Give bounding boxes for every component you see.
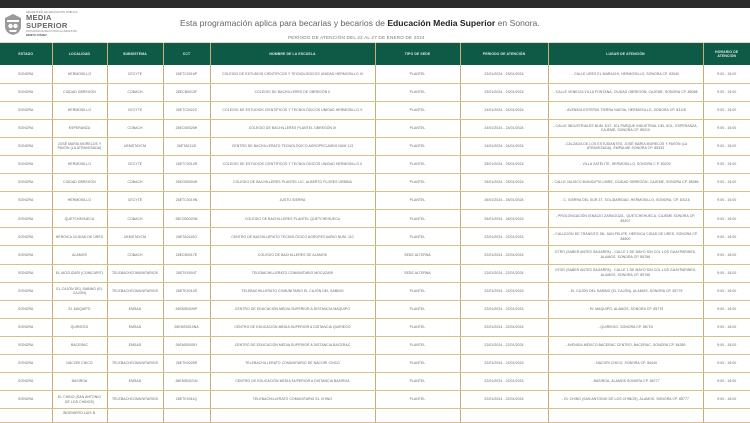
cell-estado: SONORA: [0, 336, 52, 354]
cell-subsistema: COBACH: [107, 119, 163, 137]
cell-tipo-sede: PLANTEL: [375, 391, 460, 409]
table-body: [0, 65, 750, 423]
cell-horario-atencion: 9:00 - 15:00: [703, 391, 750, 409]
cell-subsistema: [107, 409, 163, 423]
cell-subsistema: TELEBACHCOMUNITARIOS: [107, 355, 163, 373]
cell-estado: SONORA: [0, 300, 52, 318]
cell-estado: SONORA: [0, 155, 52, 173]
cell-nombre-escuela: COLEGIO DE ESTUDIOS CIENTÍFICOS Y TECNOLÓGICOS UNIDAD HERMOSILLO V: [210, 101, 375, 119]
cell-tipo-sede: PLANTEL: [375, 373, 460, 391]
attention-period: PERÍODO DE ATENCIÓN DEL 22 AL 27 DE ENERO DE 2024: [288, 35, 425, 40]
cell-localidad: HERMOSILLO: [52, 192, 107, 210]
cell-estado: [0, 409, 52, 423]
cell-tipo-sede: PLANTEL: [375, 119, 460, 137]
cell-subsistema: COBACH: [107, 174, 163, 192]
table-row: [0, 65, 750, 83]
cell-localidad: HEROICA CIUDAD DE URES: [52, 228, 107, 246]
table-row: [0, 318, 750, 336]
column-header-localidad: LOCALIDAD: [52, 43, 107, 65]
cell-localidad: EL MAQUIPO: [52, 300, 107, 318]
table-row-partial: [0, 409, 750, 423]
cell-horario-atencion: 9:00 - 15:00: [703, 300, 750, 318]
cell-periodo-atencion: 25/01/2024 - 25/01/2024: [460, 155, 548, 173]
cell-tipo-sede: [375, 409, 460, 423]
cell-nombre-escuela: CENTRO DE BACHILLERATO TECNOLÓGICO AGROPECUARIO NUM. 110: [210, 228, 375, 246]
cell-periodo-atencion: 25/01/2024 - 25/01/2024: [460, 174, 548, 192]
cell-nombre-escuela: COLEGIO DE BACHILLERES PLANTEL QUETCHEHUECA: [210, 210, 375, 228]
table-row: [0, 282, 750, 300]
table-row: [0, 155, 750, 173]
cell-estado: SONORA: [0, 101, 52, 119]
cell-estado: SONORA: [0, 264, 52, 282]
cell-periodo-atencion: 22/01/2024 - 22/01/2024: [460, 336, 548, 354]
cell-lugar-atencion: - CALLE JALISCO MUNICIPIO LIBRE, CIUDAD OBREGÓN, CAJEME, SONORA CP. 85080: [548, 174, 703, 192]
cell-estado: SONORA: [0, 119, 52, 137]
title-suffix: en Sonora.: [495, 18, 540, 28]
cell-localidad: NÁCORI CHICO: [52, 355, 107, 373]
cell-tipo-sede: PLANTEL: [375, 83, 460, 101]
cell-subsistema: TELEBACHCOMUNITARIOS: [107, 264, 163, 282]
cell-nombre-escuela: TELEBACHILLERATO COMUNITARIO MOCUZARI: [210, 264, 375, 282]
cell-tipo-sede: PLANTEL: [375, 192, 460, 210]
cell-periodo-atencion: [460, 409, 548, 423]
cell-subsistema: CECYTE: [107, 65, 163, 83]
cell-localidad: BACERAC: [52, 336, 107, 354]
cell-cct: 26ETA0113I: [163, 137, 210, 155]
column-header-periodo-atencion: PERIODO DE ATENCIÓN: [460, 43, 548, 65]
table-header-row: [0, 43, 750, 65]
cell-estado: SONORA: [0, 210, 52, 228]
cell-periodo-atencion: 22/01/2024 - 22/01/2024: [460, 246, 548, 264]
cell-lugar-atencion: OTRO (SABER ANTES SAGARPA) - CALLE 1 DE MAYO S/N COL LOS GUAYPARINES, ALAMOS, SONORA CP. 85766: [548, 246, 703, 264]
cell-lugar-atencion: - VILLA SATÉLITE, HERMOSILLO, SONORA C.P. 83200: [548, 155, 703, 173]
cell-lugar-atencion: - NÁCORI CHICO, SONORA CP. 84440: [548, 355, 703, 373]
cell-horario-atencion: 9:00 - 15:00: [703, 119, 750, 137]
cell-estado: SONORA: [0, 373, 52, 391]
cell-tipo-sede: PLANTEL: [375, 65, 460, 83]
cell-estado: SONORA: [0, 355, 52, 373]
cell-tipo-sede: PLANTEL: [375, 210, 460, 228]
title-bold: Educación Media Superior: [387, 18, 496, 28]
cell-periodo-atencion: 22/01/2024 - 22/01/2024: [460, 355, 548, 373]
cell-lugar-atencion: - CALLE URES EL MARACHI, HERMOSILLO, SONORA CP. 83040: [548, 65, 703, 83]
cell-nombre-escuela: CENTRO DE EDUCACIÓN MEDIA SUPERIOR A DISTANCIA BACERAC: [210, 336, 375, 354]
cell-nombre-escuela: COLEGIO DE BACHILLERES PLANTEL OBREGÓN III: [210, 119, 375, 137]
cell-horario-atencion: 9:00 - 15:00: [703, 83, 750, 101]
cell-cct: 26ETK0026R: [163, 355, 210, 373]
cell-estado: SONORA: [0, 174, 52, 192]
cell-lugar-atencion: - AVENIDA MÉXICO BACERAC CENTRO, BACERAC, SONORA CP. 84380: [548, 336, 703, 354]
cell-tipo-sede: PLANTEL: [375, 318, 460, 336]
cell-nombre-escuela: CENTRO DE EDUCACIÓN MEDIA SUPERIOR A DISTANCIA BASIROA: [210, 373, 375, 391]
cell-periodo-atencion: 22/01/2024 - 22/01/2024: [460, 318, 548, 336]
cell-horario-atencion: 9:00 - 15:00: [703, 155, 750, 173]
column-header-nombre-escuela: NOMBRE DE LA ESCUELA: [210, 43, 375, 65]
cell-periodo-atencion: 22/01/2024 - 22/01/2024: [460, 300, 548, 318]
media-superior-logo: [4, 10, 78, 40]
cell-localidad: BASIROA: [52, 373, 107, 391]
cell-lugar-atencion: - C. SIERRA DEL SUR 37, SOLIDARIDAD, HERMOSILLO, SONORA, CP. 83116: [548, 192, 703, 210]
cell-periodo-atencion: 26/01/2024 - 26/01/2024: [460, 192, 548, 210]
cell-nombre-escuela: TELEBACHILLERATO COMUNITARIO EL CAJÓN DEL SABINO: [210, 282, 375, 300]
cell-localidad: HERMOSILLO: [52, 101, 107, 119]
cell-subsistema: CECYTE: [107, 192, 163, 210]
cell-tipo-sede: PLANTEL: [375, 282, 460, 300]
cell-cct: 26ECB0020M: [163, 210, 210, 228]
column-header-horario-atencion: HORARIO DE ATENCIÓN: [703, 43, 750, 65]
cell-tipo-sede: PLANTEL: [375, 300, 460, 318]
cell-lugar-atencion: [548, 409, 703, 423]
cell-tipo-sede: PLANTEL: [375, 228, 460, 246]
cell-localidad: CIUDAD OBREGÓN: [52, 174, 107, 192]
shield-emblem-icon: [4, 12, 22, 36]
table-row: [0, 391, 750, 409]
cell-tipo-sede: PLANTEL: [375, 174, 460, 192]
cell-horario-atencion: 9:00 - 15:00: [703, 336, 750, 354]
cell-tipo-sede: PLANTEL: [375, 155, 460, 173]
cell-horario-atencion: 9:00 - 15:00: [703, 101, 750, 119]
cell-tipo-sede: PLANTEL: [375, 137, 460, 155]
column-header-cct: CCT: [163, 43, 210, 65]
cell-periodo-atencion: 22/01/2024 - 22/01/2024: [460, 373, 548, 391]
cell-estado: SONORA: [0, 246, 52, 264]
cell-subsistema: EMSAD: [107, 300, 163, 318]
cell-localidad: CIUDAD OBREGÓN: [52, 83, 107, 101]
cell-localidad: JOSÉ MARÍA MORELOS Y PAVÓN (LA ATRAVESADA): [52, 137, 107, 155]
cell-tipo-sede: SEDE ALTERNA: [375, 246, 460, 264]
cell-lugar-atencion: - CALLE INDUSTRIALES NUM. EXT. 301 PARQUE INDUSTRIAL DEL SOL, ESPERANZA, CAJEME, SONORA CP. 85210: [548, 119, 703, 137]
cell-nombre-escuela: COLEGIO DE BACHILLERES PLANTEL LIC. ALBERTO FLORES URBINA: [210, 174, 375, 192]
logo-sub1: PROGRAMA DE BECAS PARA EL BIENESTAR: [26, 30, 77, 33]
cell-lugar-atencion: - QUIRIEGO, SONORA CP. 85720: [548, 318, 703, 336]
cell-cct: 26ECB0017E: [163, 246, 210, 264]
cell-subsistema: TELEBACHCOMUNITARIOS: [107, 282, 163, 300]
cell-horario-atencion: 9:00 - 15:00: [703, 137, 750, 155]
top-bar: [0, 0, 750, 8]
cell-nombre-escuela: CENTRO DE BACHILLERATO TECNOLÓGICO AGROPECUARIO NUM 113: [210, 137, 375, 155]
cell-subsistema: COBACH: [107, 83, 163, 101]
cell-estado: SONORA: [0, 83, 52, 101]
cell-lugar-atencion: - EL CAJÓN DEL SABINO (EL CAJÓN), ALAMOS, SONORA CP. 85775: [548, 282, 703, 300]
cell-periodo-atencion: 22/01/2024 - 22/01/2024: [460, 391, 548, 409]
cell-horario-atencion: [703, 409, 750, 423]
cell-nombre-escuela: CENTRO DE EDUCACIÓN MEDIA SUPERIOR A DISTANCIA QUIRIEGO: [210, 318, 375, 336]
cell-periodo-atencion: 24/01/2024 - 24/01/2024: [460, 101, 548, 119]
cell-horario-atencion: 9:00 - 15:00: [703, 282, 750, 300]
table-row: [0, 355, 750, 373]
cell-nombre-escuela: COLEGIO DE ESTUDIOS CIENTÍFICOS Y TECNOLÓGICOS UNIDAD HERMOSILLO III: [210, 65, 375, 83]
table-row: [0, 210, 750, 228]
schedule-table: [0, 43, 750, 423]
logo-line2: SUPERIOR: [26, 21, 68, 30]
cell-periodo-atencion: 23/01/2024 - 23/01/2024: [460, 65, 548, 83]
cell-periodo-atencion: 24/01/2024 - 24/01/2024: [460, 119, 548, 137]
cell-tipo-sede: PLANTEL: [375, 355, 460, 373]
table-row: [0, 264, 750, 282]
cell-localidad: HERMOSILLO: [52, 65, 107, 83]
cell-lugar-atencion: OTOR (SABER ANTES SAGARPA) - CALLE 1 DE MAYO S/N COL LOS GUAYPARINES, ALAMOS, SONORA CP. 85766: [548, 264, 703, 282]
cell-localidad: EL MOCUZARI (CONICARIT): [52, 264, 107, 282]
cell-tipo-sede: PLANTEL: [375, 101, 460, 119]
cell-cct: 26ETK0010S: [163, 282, 210, 300]
cell-cct: 26ECB0004H: [163, 174, 210, 192]
cell-periodo-atencion: 23/01/2024 - 23/01/2024: [460, 83, 548, 101]
cell-cct: 26EMS0010NA: [163, 318, 210, 336]
cell-horario-atencion: 9:00 - 15:00: [703, 192, 750, 210]
cell-cct: 26EMS0008Y: [163, 336, 210, 354]
cell-horario-atencion: 9:00 - 15:00: [703, 228, 750, 246]
cell-estado: SONORA: [0, 282, 52, 300]
cell-cct: 26EMS0021N: [163, 373, 210, 391]
table-row: [0, 228, 750, 246]
table-row: [0, 246, 750, 264]
cell-horario-atencion: 9:00 - 15:00: [703, 373, 750, 391]
cell-localidad: ALAMOS: [52, 246, 107, 264]
cell-subsistema: EMSAD: [107, 373, 163, 391]
cell-tipo-sede: PLANTEL: [375, 336, 460, 354]
page-title: [180, 18, 680, 28]
logo-line1: MEDIA: [26, 13, 52, 22]
cell-horario-atencion: 9:00 - 15:00: [703, 174, 750, 192]
cell-subsistema: TELEBACHCOMUNITARIOS: [107, 391, 163, 409]
cell-estado: SONORA: [0, 318, 52, 336]
cell-periodo-atencion: 22/01/2024 - 22/01/2024: [460, 228, 548, 246]
column-header-tipo-sede: TIPO DE SEDE: [375, 43, 460, 65]
cell-cct: 26ETA0110O: [163, 228, 210, 246]
cell-nombre-escuela: COLEGIO DE ESTUDIOS CIENTÍFICOS Y TECNOLÓGICOS UNIDAD HERMOSILLO II: [210, 155, 375, 173]
table-row: [0, 83, 750, 101]
page-header: [0, 8, 750, 42]
cell-cct: 26EMS0026P: [163, 300, 210, 318]
cell-subsistema: EMSAD: [107, 336, 163, 354]
column-header-estado: ESTADO: [0, 43, 52, 65]
cell-lugar-atencion: - CALZADA DE LOS ESTUDIANTES, JOSÉ MARÍA MORELOS Y PAVÓN (LA ATRAVESADA), EMPALME SONORA CP. 85333: [548, 137, 703, 155]
table-row: [0, 300, 750, 318]
cell-estado: SONORA: [0, 65, 52, 83]
cell-subsistema: CECYTE: [107, 101, 163, 119]
cell-cct: 26ETC0014R: [163, 155, 210, 173]
cell-subsistema: UEMSTAYCM: [107, 228, 163, 246]
cell-horario-atencion: 9:00 - 15:00: [703, 264, 750, 282]
cell-tipo-sede: SEDE ALTERNA: [375, 264, 460, 282]
cell-localidad: HERMOSILLO: [52, 155, 107, 173]
cell-cct: 26ETC0016P: [163, 65, 210, 83]
cell-estado: SONORA: [0, 228, 52, 246]
cell-subsistema: CECYTE: [107, 155, 163, 173]
cell-periodo-atencion: 22/01/2024 - 22/01/2024: [460, 282, 548, 300]
cell-estado: SONORA: [0, 137, 52, 155]
cell-horario-atencion: 9:00 - 15:00: [703, 355, 750, 373]
cell-cct: [163, 409, 210, 423]
cell-horario-atencion: 9:00 - 15:00: [703, 318, 750, 336]
cell-lugar-atencion: - EL MAQUIPO, ALAMOS, SONORA CP. 85775: [548, 300, 703, 318]
cell-localidad: EL CHINO (SAN ANTONIO DE LOS CHINOS): [52, 391, 107, 409]
column-header-subsistema: SUBSISTEMA: [107, 43, 163, 65]
cell-periodo-atencion: 26/01/2024 - 26/01/2024: [460, 210, 548, 228]
cell-nombre-escuela: TELEBACHILLERATO COMUNITARIO DE NÁCORI CHICO: [210, 355, 375, 373]
table-row: [0, 137, 750, 155]
cell-horario-atencion: 9:00 - 15:00: [703, 65, 750, 83]
cell-nombre-escuela: CENTRO DE EDUCACIÓN MEDIA SUPERIOR A DISTANCIA MAQUIPO: [210, 300, 375, 318]
cell-subsistema: UEMSTAYCM: [107, 137, 163, 155]
cell-estado: SONORA: [0, 192, 52, 210]
cell-cct: 26ECB0013F: [163, 83, 210, 101]
cell-horario-atencion: 9:00 - 15:00: [703, 246, 750, 264]
cell-estado: SONORA: [0, 391, 52, 409]
cell-lugar-atencion: - CALLE VENECIA VILLA FONTANA, CIUDAD OBREGÓN, CAJEME, SONORA CP. 85088: [548, 83, 703, 101]
cell-cct: 26ETK0004T: [163, 264, 210, 282]
cell-subsistema: EMSAD: [107, 318, 163, 336]
cell-localidad: QUETCHEHUECA: [52, 210, 107, 228]
cell-cct: 26ECB0025H: [163, 119, 210, 137]
cell-lugar-atencion: - CALLEJÓN DE TRÁNSITO SN, SAN FELIPE, HEROICA CIDAD DE URES, SONORA CP. 84800: [548, 228, 703, 246]
cell-nombre-escuela: COLEGIO DE BACHILLERES DE ALAMOS: [210, 246, 375, 264]
cell-cct: 26ETC0022Z: [163, 101, 210, 119]
cell-subsistema: COBACH: [107, 210, 163, 228]
cell-lugar-atencion: - EL CHINO (SAN ANTONIO DE LOS CHINOS), ALAMOS, SONORA CP. 85777: [548, 391, 703, 409]
cell-localidad: EL CAJÓN DEL SABINO (EL CAJÓN): [52, 282, 107, 300]
table-row: [0, 174, 750, 192]
cell-periodo-atencion: 24/01/2024 - 24/01/2024: [460, 137, 548, 155]
cell-nombre-escuela: [210, 409, 375, 423]
cell-cct: 26ETC0019N: [163, 192, 210, 210]
table-row: [0, 192, 750, 210]
cell-lugar-atencion: - AVENIDA ESTEPAS TIERRA NUEVA, HERMOSILLO, SONORA CP. 83118: [548, 101, 703, 119]
cell-nombre-escuela: JUSTO SIERRA: [210, 192, 375, 210]
cell-periodo-atencion: 22/01/2024 - 22/01/2024: [460, 264, 548, 282]
cell-horario-atencion: 9:00 - 15:00: [703, 210, 750, 228]
column-header-lugar-atencion: LUGAR DE ATENCIÓN: [548, 43, 703, 65]
cell-lugar-atencion: - PROLONGACIÓN IGNACIO ZARAGOZA , QUETCHEHUECA, CAJEME SONORA CP. 85207: [548, 210, 703, 228]
cell-localidad: ESPERANZA: [52, 119, 107, 137]
cell-lugar-atencion: - BASIROA, ALAMOS SONORA CP. 85777: [548, 373, 703, 391]
table-row: [0, 373, 750, 391]
cell-nombre-escuela: TELEBACHILLERATO COMUNITARIO EL CHINO: [210, 391, 375, 409]
logo-sub2: BENITO JUÁREZ: [26, 34, 47, 37]
table-row: [0, 336, 750, 354]
cell-cct: 26ETK0011Q: [163, 391, 210, 409]
cell-localidad: INGENIERO LUIS B.: [52, 409, 107, 423]
logo-small-text: SECRETARÍA DE EDUCACIÓN PÚBLICA: [26, 11, 78, 14]
cell-localidad: QUIRIEGO: [52, 318, 107, 336]
cell-nombre-escuela: COLEGIO DE BACHILLERES DE OBREGÓN II: [210, 83, 375, 101]
cell-subsistema: COBACH: [107, 246, 163, 264]
table-row: [0, 101, 750, 119]
table-row: [0, 119, 750, 137]
title-prefix: Esta programación aplica para becarias y becarios de: [180, 18, 388, 28]
